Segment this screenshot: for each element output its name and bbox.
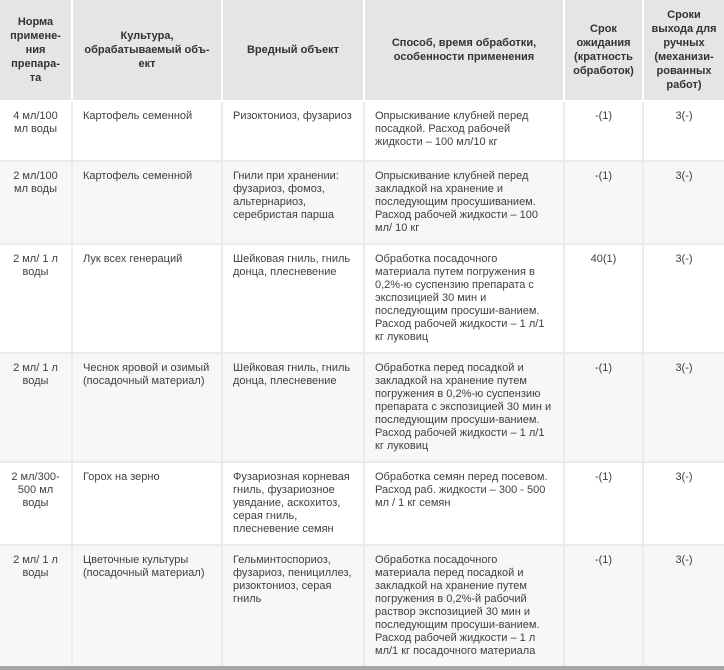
cell-waiting-period: 40(1) bbox=[564, 244, 643, 353]
cell-exit-period: 3(-) bbox=[643, 161, 724, 244]
column-header-waiting-period: Срок ожидания (кратность обработок) bbox=[564, 0, 643, 101]
table-row bbox=[0, 545, 724, 668]
cell-method: Обработка семян перед посевом. Расход раб. жидкости – 300 - 500 мл / 1 кг семян bbox=[364, 462, 564, 545]
cell-waiting-period: -(1) bbox=[564, 101, 643, 161]
cell-waiting-period: -(1) bbox=[564, 545, 643, 668]
cell-rate: 2 мл/ 1 л воды bbox=[0, 244, 72, 353]
cell-exit-period: 3(-) bbox=[643, 244, 724, 353]
column-header-culture: Культура, обрабатываемый объ-ект bbox=[72, 0, 222, 101]
cell-culture: Цветочные культуры (посадочный материал) bbox=[72, 545, 222, 668]
cell-waiting-period: -(1) bbox=[564, 462, 643, 545]
column-header-method: Способ, время обработки, особенности применения bbox=[364, 0, 564, 101]
cell-rate: 2 мл/300-500 мл воды bbox=[0, 462, 72, 545]
cell-pest: Гнили при хранении: фузариоз, фомоз, альтернариоз, серебристая парша bbox=[222, 161, 364, 244]
column-header-rate: Норма примене-ния препара-та bbox=[0, 0, 72, 101]
cell-pest: Шейковая гниль, гниль донца, плесневение bbox=[222, 244, 364, 353]
cell-rate: 2 мл/ 1 л воды bbox=[0, 353, 72, 462]
table-row bbox=[0, 353, 724, 462]
cell-exit-period: 3(-) bbox=[643, 462, 724, 545]
cell-pest: Фузариозная корневая гниль, фузариозное увядание, аскохитоз, серая гниль, плесневение семян bbox=[222, 462, 364, 545]
table-header-row bbox=[0, 0, 724, 101]
column-header-exit-period: Сроки выхода для ручных (механизи-рованных работ) bbox=[643, 0, 724, 101]
table-row bbox=[0, 244, 724, 353]
table-row bbox=[0, 161, 724, 244]
cell-culture: Картофель семенной bbox=[72, 161, 222, 244]
cell-pest: Ризоктониоз, фузариоз bbox=[222, 101, 364, 161]
cell-culture: Чеснок яровой и озимый (посадочный материал) bbox=[72, 353, 222, 462]
cell-culture: Горох на зерно bbox=[72, 462, 222, 545]
cell-waiting-period: -(1) bbox=[564, 161, 643, 244]
table-row bbox=[0, 101, 724, 161]
cell-method: Обработка посадочного материала перед посадкой и закладкой на хранение путем погружения в 0,2%-й рабочий раствор экспозицией 30 мин и последующим просуши-ванием. Расход рабочей жидкости – 1 л мл/1 кг посадочного материала bbox=[364, 545, 564, 668]
cell-waiting-period: -(1) bbox=[564, 353, 643, 462]
cell-rate: 2 мл/ 1 л воды bbox=[0, 545, 72, 668]
cell-exit-period: 3(-) bbox=[643, 545, 724, 668]
cell-exit-period: 3(-) bbox=[643, 101, 724, 161]
cell-pest: Гельминтоспориоз, фузариоз, пенициллез, ризоктониоз, серая гниль bbox=[222, 545, 364, 668]
cell-rate: 2 мл/100 мл воды bbox=[0, 161, 72, 244]
table-row bbox=[0, 462, 724, 545]
cell-method: Опрыскивание клубней перед посадкой. Расход рабочей жидкости – 100 мл/10 кг bbox=[364, 101, 564, 161]
column-header-pest: Вредный объект bbox=[222, 0, 364, 101]
cell-culture: Картофель семенной bbox=[72, 101, 222, 161]
cell-method: Обработка перед посадкой и закладкой на хранение путем погружения в 0,2%-ю суспензию препарата с экспозицией 30 мин и последующим просуши-ванием. Расход рабочей жидкости – 1 л/1 кг луковиц bbox=[364, 353, 564, 462]
cell-exit-period: 3(-) bbox=[643, 353, 724, 462]
cell-method: Обработка посадочного материала путем погружения в 0,2%-ю суспензию препарата с экспозицией 30 мин и последующим просуши-ванием. Расход рабочей жидкости – 1 л/1 кг луковиц bbox=[364, 244, 564, 353]
cell-culture: Лук всех генераций bbox=[72, 244, 222, 353]
cell-method: Опрыскивание клубней перед закладкой на хранение и последующим просушиванием. Расход рабочей жидкости – 100 мл/ 10 кг bbox=[364, 161, 564, 244]
cell-rate: 4 мл/100 мл воды bbox=[0, 101, 72, 161]
cell-pest: Шейковая гниль, гниль донца, плесневение bbox=[222, 353, 364, 462]
